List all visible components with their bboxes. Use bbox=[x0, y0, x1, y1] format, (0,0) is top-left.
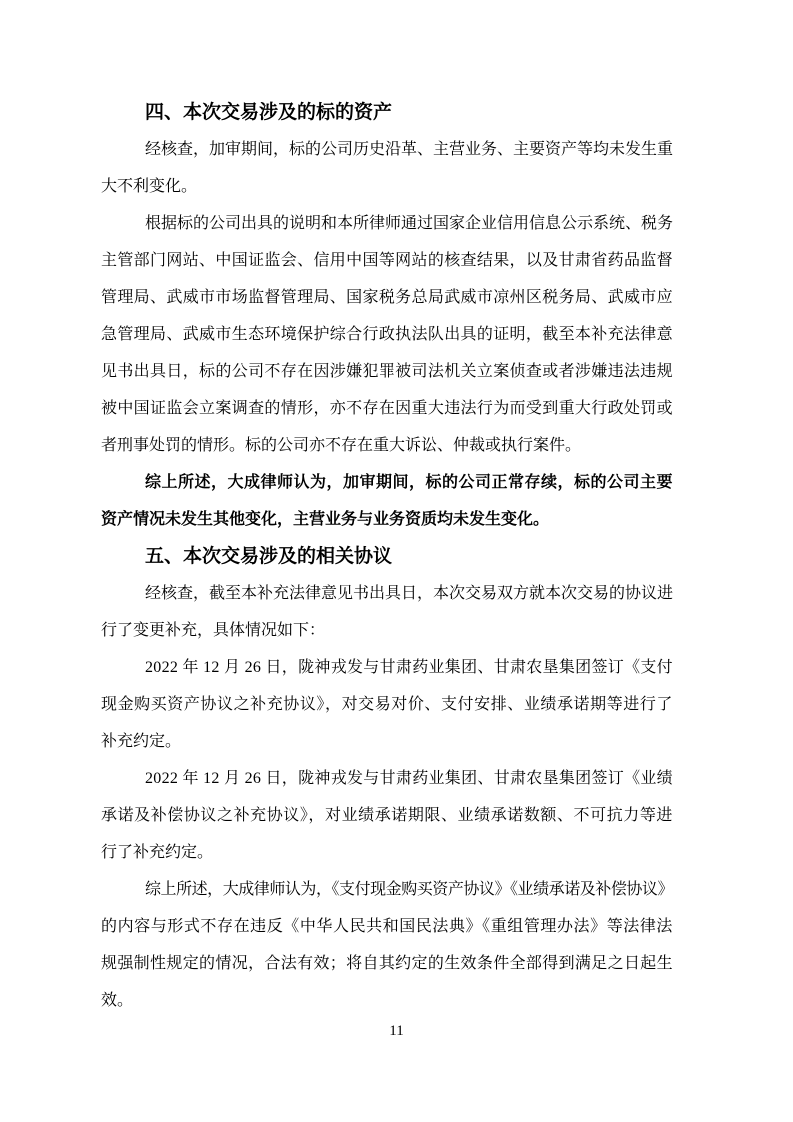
text-line-content: 根据标的公司出具的说明和本所律师通过国家企业信用信息公示系统、税务 bbox=[145, 215, 673, 232]
text-line-content: 管理局、武威市市场监督管理局、国家税务总局武威市凉州区税务局、武威市应 bbox=[101, 289, 673, 306]
text-line bbox=[101, 797, 673, 834]
text-line bbox=[101, 908, 673, 945]
text-line bbox=[101, 168, 673, 205]
text-line bbox=[101, 649, 673, 686]
text-line bbox=[101, 205, 673, 242]
text-line bbox=[101, 538, 673, 575]
text-line-content: 资产情况未发生其他变化，主营业务与业务资质均未发生变化。 bbox=[101, 511, 550, 528]
text-line-content: 被中国证监会立案调查的情形，亦不存在因重大违法行为而受到重大行政处罚或 bbox=[101, 400, 673, 417]
text-line bbox=[101, 390, 673, 427]
text-line-content: 2022 年 12 月 26 日，陇神戎发与甘肃药业集团、甘肃农垦集团签订《业绩 bbox=[145, 770, 673, 787]
text-line-content: 行了补充约定。 bbox=[101, 844, 214, 861]
text-line-content: 效。 bbox=[101, 992, 134, 1009]
page-number: 11 bbox=[389, 1023, 404, 1039]
text-line-content: 补充约定。 bbox=[101, 733, 182, 750]
text-line-content: 综上所述，大成律师认为，加审期间，标的公司正常存续，标的公司主要 bbox=[145, 474, 673, 491]
text-line-content: 的内容与形式不存在违反《中华人民共和国民法典》《重组管理办法》等法律法 bbox=[101, 918, 673, 935]
text-line bbox=[101, 871, 673, 908]
paragraph-payment-supplement-agreement bbox=[101, 649, 673, 760]
text-line-content: 承诺及补偿协议之补充协议》，对业绩承诺期限、业绩承诺数额、不可抗力等进 bbox=[101, 807, 673, 824]
text-line-content: 急管理局、武威市生态环境保护综合行政执法队出具的证明，截至本补充法律意 bbox=[101, 326, 673, 343]
text-line bbox=[101, 427, 673, 464]
paragraph-lawyer-conclusion-assets bbox=[101, 464, 673, 538]
paragraph-agreement-intro bbox=[101, 575, 673, 649]
text-line-content: 主管部门网站、中国证监会、信用中国等网站的核查结果，以及甘肃省药品监督 bbox=[101, 252, 673, 269]
text-line-content: 四、本次交易涉及的标的资产 bbox=[145, 102, 393, 123]
text-line-content: 2022 年 12 月 26 日，陇神戎发与甘肃药业集团、甘肃农垦集团签订《支付 bbox=[145, 659, 673, 676]
text-line bbox=[101, 501, 673, 538]
text-line-content: 行了变更补充，具体情况如下： bbox=[101, 622, 326, 639]
section-heading-4 bbox=[101, 94, 673, 131]
text-line-content: 经核查，截至本补充法律意见书出具日，本次交易双方就本次交易的协议进 bbox=[145, 585, 673, 602]
text-line bbox=[101, 760, 673, 797]
text-line bbox=[101, 945, 673, 982]
paragraph-lawyer-conclusion-agreements bbox=[101, 871, 673, 1019]
document-content bbox=[101, 94, 673, 1019]
text-line-content: 现金购买资产协议之补充协议》，对交易对价、支付安排、业绩承诺期等进行了 bbox=[101, 696, 673, 713]
paragraph-verification-results bbox=[101, 205, 673, 464]
text-line-content: 规强制性规定的情况，合法有效；将自其约定的生效条件全部得到满足之日起生 bbox=[101, 955, 673, 972]
text-line-content: 者刑事处罚的情形。标的公司亦不存在重大诉讼、仲裁或执行案件。 bbox=[101, 437, 582, 454]
text-line bbox=[101, 464, 673, 501]
text-line-content: 经核查，加审期间，标的公司历史沿革、主营业务、主要资产等均未发生重 bbox=[145, 141, 673, 158]
text-line-content: 综上所述，大成律师认为，《支付现金购买资产协议》《业绩承诺及补偿协议》 bbox=[145, 881, 673, 898]
paragraph-performance-supplement-agreement bbox=[101, 760, 673, 871]
text-line bbox=[101, 353, 673, 390]
text-line bbox=[101, 612, 673, 649]
text-line bbox=[101, 834, 673, 871]
text-line bbox=[101, 982, 673, 1019]
text-line bbox=[101, 575, 673, 612]
text-line bbox=[101, 131, 673, 168]
text-line-content: 五、本次交易涉及的相关协议 bbox=[145, 546, 393, 567]
text-line-content: 大不利变化。 bbox=[101, 178, 198, 195]
text-line bbox=[101, 316, 673, 353]
section-heading-5 bbox=[101, 538, 673, 575]
text-line-content: 见书出具日，标的公司不存在因涉嫌犯罪被司法机关立案侦查或者涉嫌违法违规 bbox=[101, 363, 673, 380]
text-line bbox=[101, 686, 673, 723]
text-line bbox=[101, 242, 673, 279]
text-line bbox=[101, 723, 673, 760]
text-line bbox=[101, 94, 673, 131]
text-line bbox=[101, 279, 673, 316]
paragraph-review-scope bbox=[101, 131, 673, 205]
